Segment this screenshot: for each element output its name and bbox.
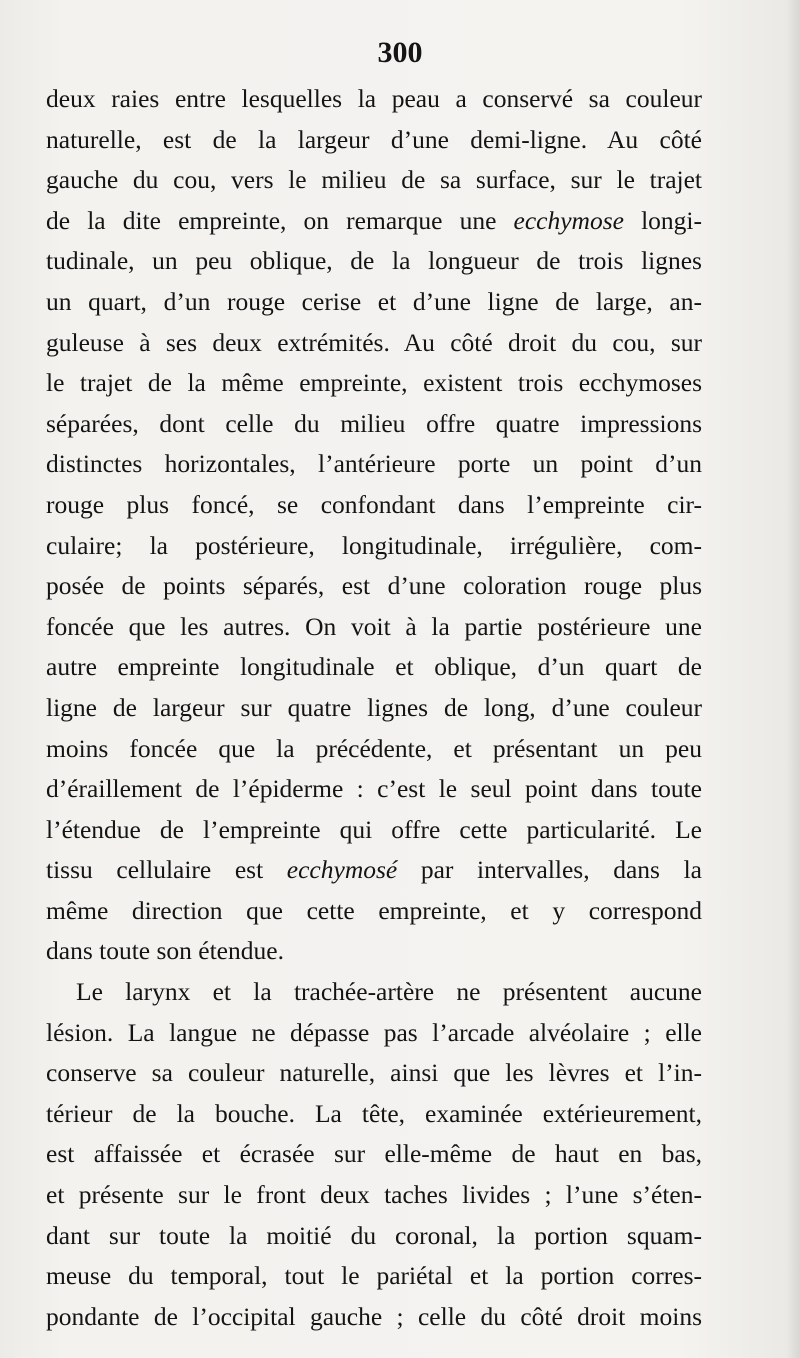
text-segment: dans toute son étendue. <box>46 936 284 966</box>
text-line <box>46 1134 702 1175</box>
text-segment: posée de points séparés, est d’une coloration rouge plus <box>46 571 702 601</box>
text-line <box>46 526 702 567</box>
text-segment: l’étendue de l’empreinte qui offre cette particularité. Le <box>46 814 702 844</box>
text-segment: autre empreinte longitudinale et oblique, d’un quart de <box>46 652 702 682</box>
text-line <box>46 688 702 729</box>
text-line <box>46 444 702 485</box>
text-segment: tudinale, un peu oblique, de la longueur de trois lignes <box>46 246 702 276</box>
text-segment: culaire; la postérieure, longitudinale, irrégulière, com- <box>46 530 702 560</box>
text-line <box>46 931 702 972</box>
text-line <box>46 323 702 364</box>
text-line <box>46 1256 702 1297</box>
text-line <box>46 566 702 607</box>
body-text <box>46 79 702 1337</box>
text-line <box>46 769 702 810</box>
text-line <box>46 810 702 851</box>
text-line <box>46 1053 702 1094</box>
text-line <box>46 485 702 526</box>
text-line <box>46 850 702 891</box>
text-segment: distinctes horizontales, l’antérieure porte un point d’un <box>46 449 702 479</box>
italic-term: ecchymosé <box>286 855 398 885</box>
text-segment: longi- <box>623 205 702 235</box>
text-line <box>46 1297 702 1338</box>
page-number: 300 <box>377 36 423 69</box>
text-segment: séparées, dont celle du milieu offre quatre impressions <box>46 408 702 438</box>
text-line <box>46 1013 702 1054</box>
text-segment: pondante de l’occipital gauche ; celle du côté droit moins <box>46 1301 702 1331</box>
text-line <box>46 729 702 770</box>
text-line <box>46 160 702 201</box>
italic-term: ecchymose <box>513 205 624 235</box>
page-edge-shadow <box>786 0 800 1358</box>
text-segment: foncée que les autres. On voit à la partie postérieure une <box>46 611 702 641</box>
text-line <box>46 647 702 688</box>
text-segment: térieur de la bouche. La tête, examinée extérieurement, <box>46 1098 702 1128</box>
text-segment: guleuse à ses deux extrémités. Au côté droit du cou, sur <box>46 327 702 357</box>
text-segment: de la dite empreinte, on remarque une <box>46 205 514 235</box>
text-segment: naturelle, est de la largeur d’une demi-ligne. Au côté <box>46 124 702 154</box>
text-line <box>46 607 702 648</box>
text-segment: Le larynx et la trachée-artère ne présentent aucune <box>76 977 702 1007</box>
text-segment: moins foncée que la précédente, et présentant un peu <box>46 733 702 763</box>
text-segment: dant sur toute la moitié du coronal, la portion squam- <box>46 1220 702 1250</box>
text-segment: lésion. La langue ne dépasse pas l’arcade alvéolaire ; elle <box>46 1017 702 1047</box>
text-segment: tissu cellulaire est <box>46 855 287 885</box>
text-line <box>46 1216 702 1257</box>
text-segment: même direction que cette empreinte, et y correspond <box>46 895 702 925</box>
text-segment: gauche du cou, vers le milieu de sa surface, sur le trajet <box>46 165 702 195</box>
text-segment: un quart, d’un rouge cerise et d’une ligne de large, an- <box>46 286 702 316</box>
text-line <box>46 891 702 932</box>
text-line <box>46 201 702 242</box>
text-segment: et présente sur le front deux taches livides ; l’une s’éten- <box>46 1180 702 1210</box>
text-line <box>46 282 702 323</box>
text-line <box>46 404 702 445</box>
text-line <box>46 79 702 120</box>
text-segment: d’éraillement de l’épiderme : c’est le seul point dans toute <box>46 774 702 804</box>
text-segment: ligne de largeur sur quatre lignes de long, d’une couleur <box>46 692 702 722</box>
text-line <box>46 972 702 1013</box>
text-segment: est affaissée et écrasée sur elle-même de haut en bas, <box>46 1139 702 1169</box>
text-segment: conserve sa couleur naturelle, ainsi que les lèvres et l’in- <box>46 1058 702 1088</box>
text-segment: le trajet de la même empreinte, existent trois ecchymoses <box>46 368 702 398</box>
text-segment: meuse du temporal, tout le pariétal et la portion corres- <box>46 1261 702 1291</box>
text-line <box>46 241 702 282</box>
text-line <box>46 1094 702 1135</box>
text-line <box>46 1175 702 1216</box>
text-segment: deux raies entre lesquelles la peau a conservé sa couleur <box>46 84 702 113</box>
text-segment: par intervalles, dans la <box>397 855 702 885</box>
text-segment: rouge plus foncé, se confondant dans l’empreinte cir- <box>46 489 702 519</box>
text-line <box>46 363 702 404</box>
text-line <box>46 120 702 161</box>
